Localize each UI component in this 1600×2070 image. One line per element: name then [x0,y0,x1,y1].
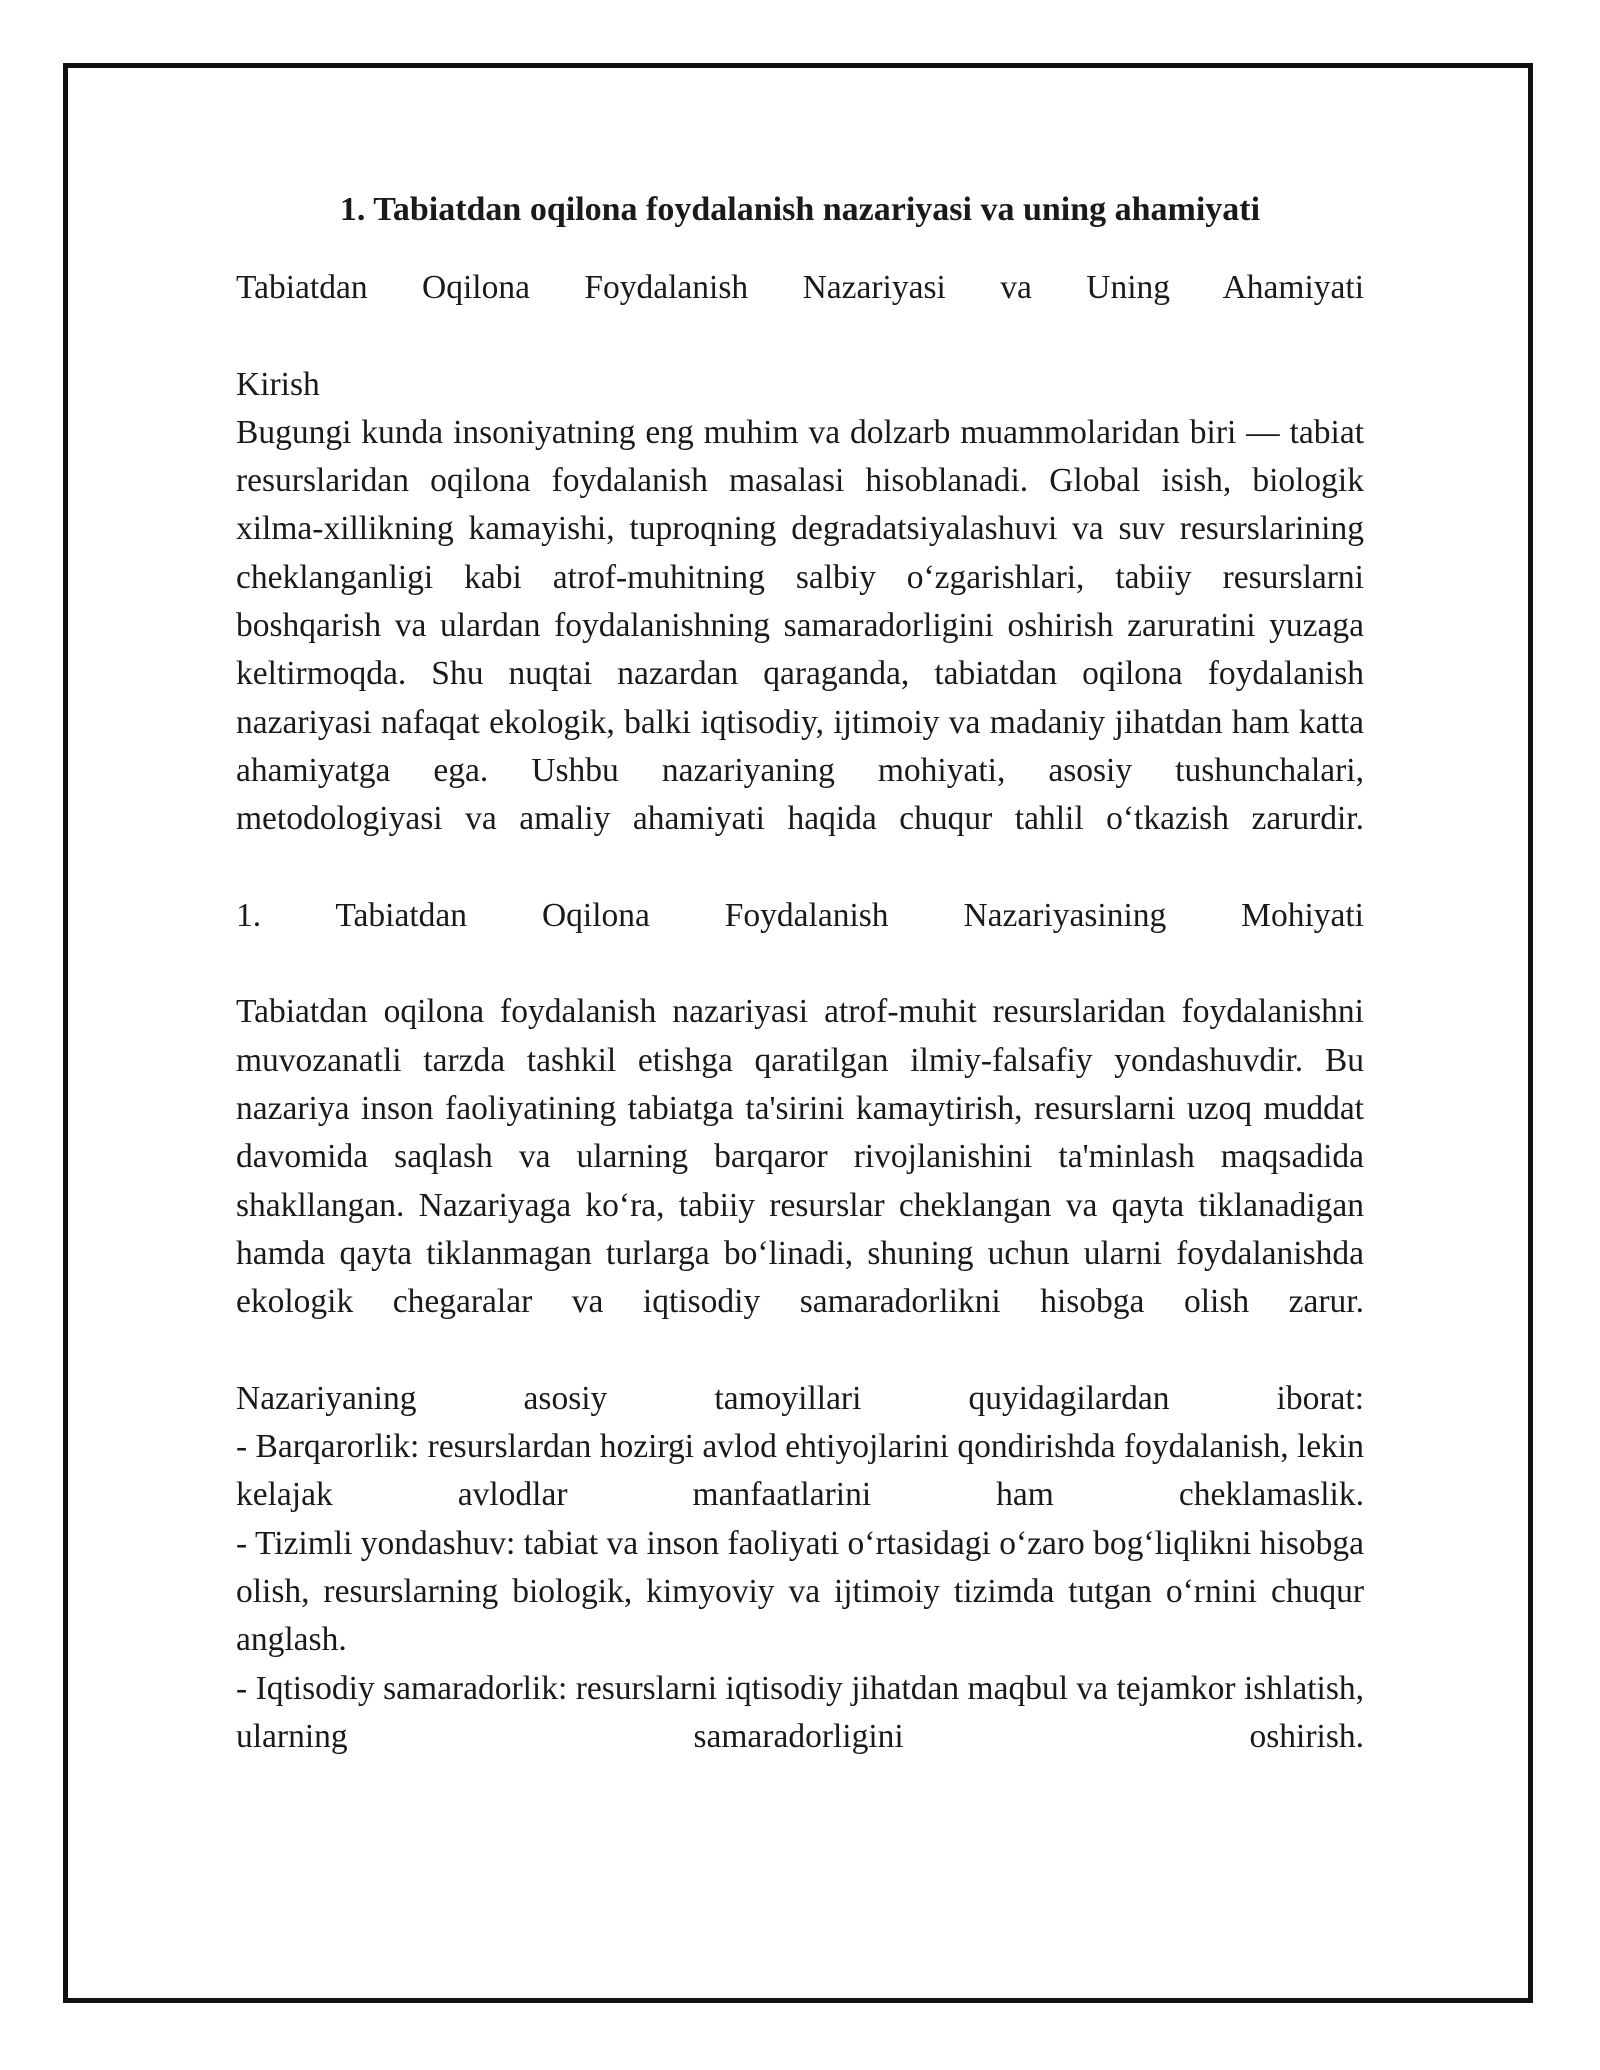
principle-item: - Iqtisodiy samaradorlik: resurslarni iqtisodiy jihatdan maqbul va tejamkor ishlatish, ularning samaradorligini oshirish. [236,1669,1364,1755]
document-body [236,186,1364,1761]
spacer [236,940,1364,988]
principle-item: - Barqarorlik: resurslardan hozirgi avlod ehtiyojlarini qondirishda foydalanish, lekin kelajak avlodlar manfaatlarini ham cheklamaslik. [236,1428,1364,1514]
section-1-heading: 1. Tabiatdan Oqilona Foydalanish Nazariyasining Mohiyati [236,896,1364,934]
intro-heading: Kirish [236,365,320,403]
section-1-paragraph: Tabiatdan oqilona foydalanish nazariyasi atrof-muhit resurslaridan foydalanishni muvozanatli tarzda tashkil etishga qaratilgan ilmiy-falsafiy yondashuvdir. Bu nazariya inson faoliyatining tabiatga ta'sirini kamaytirish, resurslarni uzoq muddat davomida saqlash va ularning barqaror rivojlanishini ta'minlash maqsadida shakllangan. Nazariyaga koʻra, tabiiy resurslar cheklangan va qayta tiklanadigan hamda qayta tiklanmagan turlarga boʻlinadi, shuning uchun ularni foydalanishda ekologik chegaralar va iqtisodiy samaradorlikni hisobga olish zarur. [236,993,1364,1321]
document-title: 1. Tabiatdan oqilona foydalanish nazariyasi va uning ahamiyati [339,191,1261,228]
principles-intro: Nazariyaning asosiy tamoyillari quyidagilardan iborat: [236,1379,1364,1417]
spacer [236,1327,1364,1375]
spacer [236,312,1364,360]
intro-paragraph: Bugungi kunda insoniyatning eng muhim va dolzarb muammolaridan biri — tabiat resurslaridan oqilona foydalanish masalasi hisoblanadi. Global isish, biologik xilma-xillikning kamayishi, tuproqning degradatsiyalashuvi va suv resurslarining cheklanganligi kabi atrof-muhitning salbiy oʻzgarishlari, tabiiy resurslarni boshqarish va ulardan foydalanishning samaradorligini oshirish zaruratini yuzaga keltirmoqda. Shu nuqtai nazardan qaraganda, tabiatdan oqilona foydalanish nazariyasi nafaqat ekologik, balki iqtisodiy, ijtimoiy va madaniy jihatdan ham katta ahamiyatga ega. Ushbu nazariyaning mohiyati, asosiy tushunchalari, metodologiyasi va amaliy ahamiyati haqida chuqur tahlil oʻtkazish zarurdir. [236,413,1364,838]
principle-item: - Tizimli yondashuv: tabiat va inson faoliyati oʻrtasidagi oʻzaro bogʻliqlikni hisobga olish, resurslarning biologik, kimyoviy va ijtimoiy tizimda tutgan oʻrnini chuqur anglash. [236,1524,1364,1659]
spacer [236,844,1364,892]
document-subtitle: Tabiatdan Oqilona Foydalanish Nazariyasi va Uning Ahamiyati [236,269,1364,306]
